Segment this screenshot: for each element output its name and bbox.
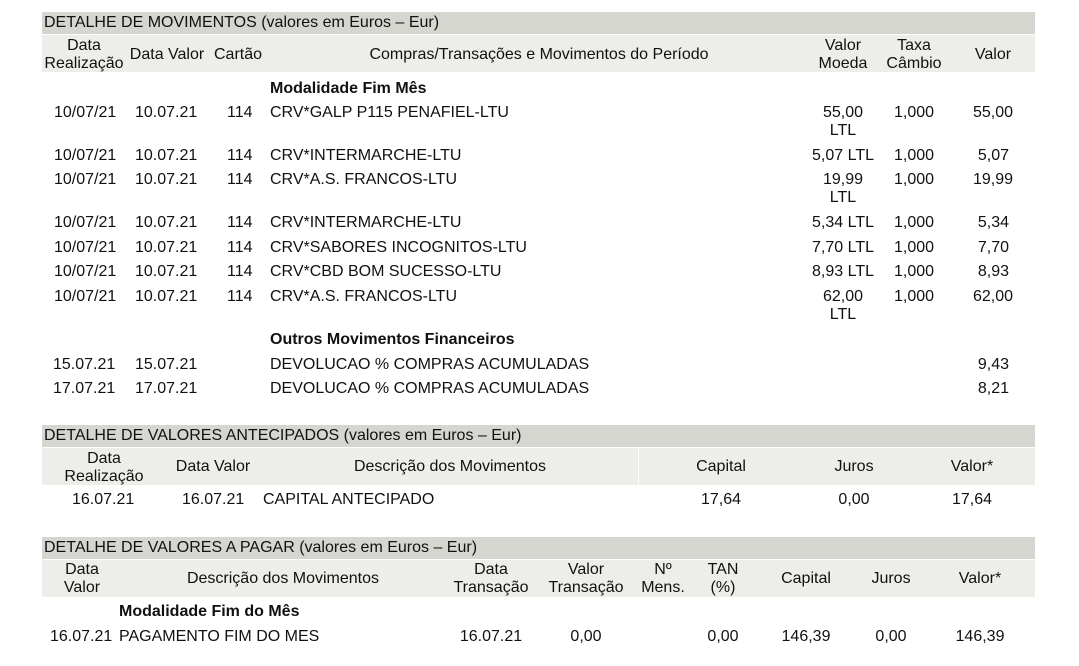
col-header-data-transacao — [450, 561, 532, 597]
group-title-fim-mes: Modalidade Fim Mês — [270, 80, 427, 97]
col-header-text: Nº — [654, 561, 672, 578]
cell-cartao: 114 — [227, 239, 253, 256]
col-header-text: Transação — [453, 579, 529, 596]
col-header-text: Taxa — [897, 37, 931, 54]
col-header-text: Realização — [64, 468, 144, 485]
cell-text: LTL — [829, 306, 857, 323]
cell-valor: 19,99 — [972, 171, 1013, 188]
col-header-descricao: Descrição dos Movimentos — [186, 570, 380, 587]
cell-cartao: 114 — [227, 263, 253, 280]
cell-text: 62,00 — [822, 288, 864, 305]
col-header-cartao: Cartão — [213, 46, 263, 63]
cell-descricao: CRV*INTERMARCHE-LTU — [270, 214, 462, 231]
cell-valor-moeda — [806, 147, 880, 165]
cell-taxa: 1,000 — [894, 214, 935, 231]
cell-valor: 55,00 — [972, 104, 1013, 121]
col-header-text: Data — [474, 561, 508, 578]
col-header-text: Realização — [44, 55, 124, 72]
cell-taxa: 1,000 — [894, 263, 935, 280]
cell-data-valor: 10.07.21 — [135, 104, 198, 121]
cell-valor-moeda — [810, 288, 876, 324]
cell-taxa: 1,000 — [894, 288, 935, 305]
col-header-descricao: Descrição dos Movimentos — [353, 458, 547, 475]
cell-valor-moeda — [806, 263, 880, 281]
col-header-data-valor: Data Valor — [129, 46, 205, 63]
cell-cartao: 114 — [227, 104, 253, 121]
cell-data-valor: 16.07.21 — [50, 628, 113, 645]
cell-valor: 9,43 — [977, 356, 1009, 373]
cell-data-realizacao: 10/07/21 — [54, 214, 117, 231]
col-header-capital: Capital — [696, 458, 746, 475]
cell-data-valor: 10.07.21 — [135, 214, 198, 231]
section-title-a-pagar: DETALHE DE VALORES A PAGAR (valores em Euros – Eur) — [42, 537, 1035, 559]
cell-data-valor: 17.07.21 — [135, 380, 198, 397]
cell-data-realizacao: 10/07/21 — [54, 147, 117, 164]
cell-text: 5,07 LTL — [812, 147, 874, 164]
section-title-movimentos: DETALHE DE MOVIMENTOS (valores em Euros – Eur) — [42, 12, 1035, 34]
cell-valor: 146,39 — [955, 628, 1005, 645]
cell-data-realizacao: 10/07/21 — [54, 263, 117, 280]
col-header-text: Câmbio — [886, 55, 942, 72]
cell-descricao: DEVOLUCAO % COMPRAS ACUMULADAS — [270, 356, 590, 373]
group-title-outros-movimentos: Outros Movimentos Financeiros — [270, 331, 515, 348]
cell-data-realizacao: 16.07.21 — [72, 491, 135, 508]
col-header-text: Valor — [63, 579, 101, 596]
col-header-data-valor — [48, 561, 116, 597]
col-header-valor-transacao — [544, 561, 628, 597]
col-header-valor: Valor* — [958, 570, 1002, 587]
cell-data-realizacao: 17.07.21 — [53, 380, 116, 397]
cell-valor: 17,64 — [951, 491, 993, 508]
cell-data-realizacao: 15.07.21 — [53, 356, 116, 373]
cell-data-valor: 10.07.21 — [135, 239, 198, 256]
column-divider — [638, 448, 639, 485]
cell-descricao: DEVOLUCAO % COMPRAS ACUMULADAS — [270, 380, 590, 397]
cell-data-realizacao: 10/07/21 — [54, 171, 117, 188]
cell-taxa: 1,000 — [894, 171, 935, 188]
cell-descricao: PAGAMENTO FIM DO MES — [119, 628, 320, 645]
col-header-taxa-cambio — [880, 37, 948, 73]
col-header-text: Data — [65, 561, 99, 578]
cell-data-valor: 10.07.21 — [135, 147, 198, 164]
col-header-juros: Juros — [834, 458, 874, 475]
col-header-text: Data — [67, 37, 101, 54]
cell-cartao: 114 — [227, 214, 253, 231]
cell-descricao: CRV*SABORES INCOGNITOS-LTU — [270, 239, 527, 256]
cell-valor: 8,21 — [977, 380, 1009, 397]
cell-text: 5,34 LTL — [812, 214, 874, 231]
cell-text: LTL — [829, 189, 857, 206]
col-header-valor-moeda — [810, 37, 876, 73]
cell-tan: 0,00 — [707, 628, 739, 645]
cell-text: LTL — [829, 122, 857, 139]
cell-valor-moeda — [810, 104, 876, 140]
cell-descricao: CRV*A.S. FRANCOS-LTU — [270, 288, 457, 305]
col-header-data-valor: Data Valor — [175, 458, 251, 475]
cell-descricao: CRV*GALP P115 PENAFIEL-LTU — [270, 104, 509, 121]
col-header-text: Valor — [567, 561, 605, 578]
cell-data-valor: 16.07.21 — [182, 491, 245, 508]
col-header-tan — [696, 561, 750, 597]
col-header-descricao: Compras/Transações e Movimentos do Período — [369, 46, 709, 63]
col-header-juros: Juros — [871, 570, 911, 587]
cell-cartao: 114 — [227, 147, 253, 164]
cell-data-valor: 10.07.21 — [135, 171, 198, 188]
col-header-text: Mens. — [641, 579, 685, 596]
cell-data-valor: 15.07.21 — [135, 356, 198, 373]
cell-descricao: CRV*INTERMARCHE-LTU — [270, 147, 462, 164]
cell-capital: 17,64 — [700, 491, 742, 508]
col-header-data-realizacao — [42, 37, 126, 73]
cell-valor: 62,00 — [972, 288, 1013, 305]
cell-cartao: 114 — [227, 171, 253, 188]
cell-valor-transacao: 0,00 — [570, 628, 602, 645]
col-header-text: Data — [87, 450, 121, 467]
cell-cartao: 114 — [227, 288, 253, 305]
cell-taxa: 1,000 — [894, 239, 935, 256]
cell-juros: 0,00 — [838, 491, 870, 508]
cell-text: 55,00 — [822, 104, 864, 121]
cell-valor: 5,07 — [977, 147, 1009, 164]
col-header-text: Valor — [824, 37, 862, 54]
col-header-valor: Valor — [974, 46, 1012, 63]
col-header-text: TAN — [707, 561, 739, 578]
col-header-n-mens — [636, 561, 690, 597]
cell-taxa: 1,000 — [894, 104, 935, 121]
section-title-antecipados: DETALHE DE VALORES ANTECIPADOS (valores em Euros – Eur) — [42, 425, 1035, 447]
cell-text: 19,99 — [822, 171, 864, 188]
col-header-capital: Capital — [781, 570, 831, 587]
cell-data-realizacao: 10/07/21 — [54, 288, 117, 305]
col-header-valor: Valor* — [950, 458, 994, 475]
cell-text: 8,93 LTL — [812, 263, 874, 280]
cell-valor: 8,93 — [977, 263, 1009, 280]
cell-taxa: 1,000 — [894, 147, 935, 164]
col-header-text: (%) — [710, 579, 736, 596]
cell-data-valor: 10.07.21 — [135, 288, 198, 305]
cell-valor-moeda — [806, 239, 880, 257]
cell-descricao: CAPITAL ANTECIPADO — [263, 491, 435, 508]
cell-descricao: CRV*A.S. FRANCOS-LTU — [270, 171, 457, 188]
cell-juros: 0,00 — [875, 628, 907, 645]
cell-data-realizacao: 10/07/21 — [54, 239, 117, 256]
cell-text: 7,70 LTL — [812, 239, 874, 256]
cell-valor-moeda — [810, 171, 876, 207]
col-header-data-realizacao — [58, 450, 150, 486]
cell-data-transacao: 16.07.21 — [459, 628, 523, 645]
col-header-text: Moeda — [818, 55, 868, 72]
col-header-text: Transação — [548, 579, 624, 596]
group-title-fim-do-mes: Modalidade Fim do Mês — [119, 603, 300, 620]
cell-valor: 7,70 — [977, 239, 1009, 256]
cell-capital: 146,39 — [781, 628, 831, 645]
cell-data-realizacao: 10/07/21 — [54, 104, 117, 121]
cell-descricao: CRV*CBD BOM SUCESSO-LTU — [270, 263, 502, 280]
cell-data-valor: 10.07.21 — [135, 263, 198, 280]
cell-valor: 5,34 — [977, 214, 1009, 231]
cell-valor-moeda — [806, 214, 880, 232]
